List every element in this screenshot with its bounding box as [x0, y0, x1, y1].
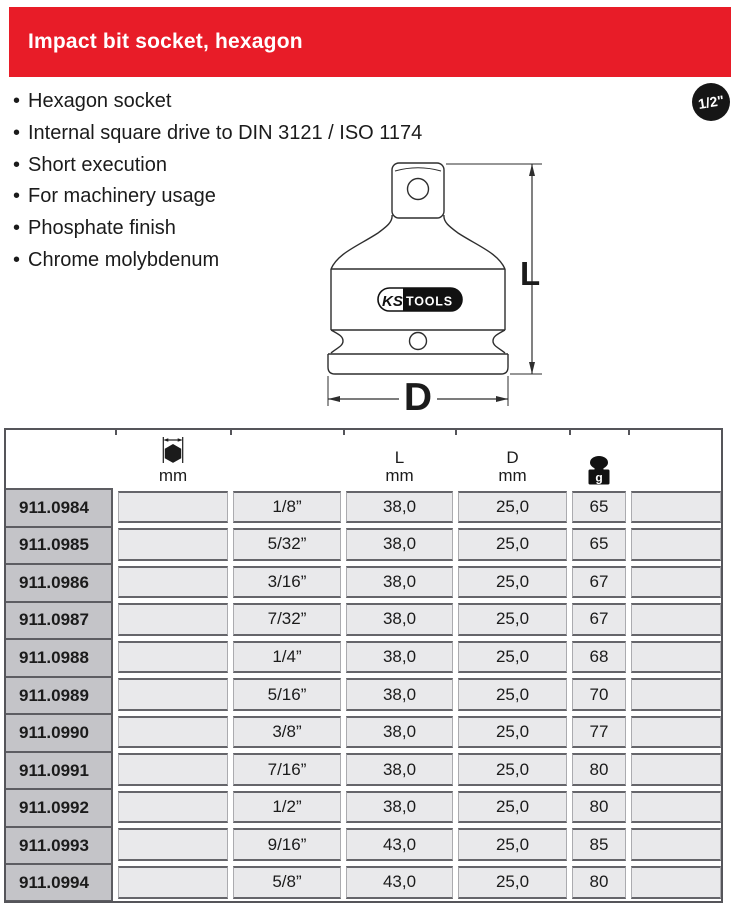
hex-unit-label: mm: [158, 466, 188, 485]
inch-size-cell: 1/2”: [233, 791, 341, 824]
weight-unit-label: g: [595, 470, 603, 485]
diameter-cell: 25,0: [458, 641, 567, 674]
length-cell: 43,0: [346, 866, 453, 899]
length-cell: 38,0: [346, 566, 453, 599]
extra-cell: [631, 828, 721, 861]
weight-cell: 80: [572, 753, 626, 786]
col-hex-size-header: [118, 430, 228, 488]
part-number-cell: 911.0993: [6, 826, 113, 864]
drive-size-badge-label: 1/2": [696, 92, 726, 112]
inch-size-cell: 9/16”: [233, 828, 341, 861]
diameter-cell: 25,0: [458, 866, 567, 899]
extra-cell: [631, 678, 721, 711]
hex-size-cell: [118, 716, 228, 749]
length-cell: 38,0: [346, 603, 453, 636]
length-cell: 38,0: [346, 753, 453, 786]
inch-size-cell: 3/16”: [233, 566, 341, 599]
inch-size-cell: 1/4”: [233, 641, 341, 674]
logo-ks-text: KS: [382, 293, 403, 310]
inch-size-cell: 5/8”: [233, 866, 341, 899]
table-row: [6, 863, 721, 901]
inch-size-cell: 1/8”: [233, 491, 341, 524]
diameter-cell: 25,0: [458, 678, 567, 711]
feature-item: • For machinery usage: [13, 181, 422, 213]
feature-item: • Hexagon socket: [13, 86, 422, 118]
col-diameter-header: [458, 430, 567, 488]
part-number-cell: 911.0987: [6, 601, 113, 639]
col-length-header: [346, 430, 453, 488]
extra-cell: [631, 791, 721, 824]
diameter-cell: 25,0: [458, 528, 567, 561]
arrowhead: [496, 396, 508, 402]
hex-size-cell: [118, 641, 228, 674]
table-row: [6, 488, 721, 526]
part-number-cell: 911.0985: [6, 526, 113, 564]
table-row: [6, 751, 721, 789]
extra-cell: [631, 603, 721, 636]
arrowhead: [328, 396, 340, 402]
technical-drawing: [298, 148, 560, 414]
table-row: [6, 826, 721, 864]
inch-size-cell: 7/16”: [233, 753, 341, 786]
tang-pin-hole: [408, 179, 429, 200]
diameter-unit-label: mm: [498, 466, 527, 485]
length-cell: 38,0: [346, 716, 453, 749]
hexagon-across-flats-icon: [160, 436, 186, 467]
retaining-pin-hole: [410, 333, 427, 350]
table-row: [6, 713, 721, 751]
feature-item: • Short execution: [13, 150, 422, 182]
extra-cell: [631, 491, 721, 524]
inch-size-cell: 5/16”: [233, 678, 341, 711]
arrowhead: [529, 362, 535, 374]
diameter-cell: 25,0: [458, 716, 567, 749]
table-row: [6, 601, 721, 639]
hex-size-cell: [118, 791, 228, 824]
feature-item: • Internal square drive to DIN 3121 / ISO 1174: [13, 118, 422, 150]
weight-cell: 80: [572, 791, 626, 824]
inch-size-cell: 5/32”: [233, 528, 341, 561]
weight-cell: 67: [572, 566, 626, 599]
dimension-label-L: L: [520, 255, 541, 292]
weight-icon: [585, 455, 613, 485]
diameter-cell: 25,0: [458, 828, 567, 861]
ks-tools-logo: [378, 288, 462, 311]
col-weight-header: [572, 430, 626, 488]
weight-cell: 85: [572, 828, 626, 861]
weight-cell: 65: [572, 491, 626, 524]
hex-size-cell: [118, 491, 228, 524]
diameter-cell: 25,0: [458, 603, 567, 636]
part-number-cell: 911.0986: [6, 563, 113, 601]
hex-size-cell: [118, 866, 228, 899]
extra-cell: [631, 716, 721, 749]
part-number-cell: 911.0992: [6, 788, 113, 826]
length-cell: 43,0: [346, 828, 453, 861]
extra-cell: [631, 641, 721, 674]
hex-size-cell: [118, 753, 228, 786]
weight-cell: 67: [572, 603, 626, 636]
weight-cell: 70: [572, 678, 626, 711]
part-number-cell: 911.0994: [6, 863, 113, 901]
table-row: [6, 788, 721, 826]
length-cell: 38,0: [346, 678, 453, 711]
drive-tang-outline: [392, 163, 444, 218]
table-row: [6, 526, 721, 564]
weight-cell: 65: [572, 528, 626, 561]
part-number-cell: 911.0991: [6, 751, 113, 789]
diameter-cell: 25,0: [458, 753, 567, 786]
hex-size-cell: [118, 528, 228, 561]
hex-size-cell: [118, 828, 228, 861]
dimension-label-D: D: [403, 376, 433, 414]
extra-cell: [631, 753, 721, 786]
logo-tools-text: TOOLS: [406, 294, 453, 309]
weight-cell: 68: [572, 641, 626, 674]
weight-cell: 77: [572, 716, 626, 749]
length-cell: 38,0: [346, 791, 453, 824]
hex-size-cell: [118, 603, 228, 636]
diameter-label: D: [506, 448, 519, 467]
table-body: [6, 488, 721, 901]
col-extra-header: [631, 430, 721, 488]
part-number-cell: 911.0989: [6, 676, 113, 714]
weight-cell: 80: [572, 866, 626, 899]
extra-cell: [631, 866, 721, 899]
title-bar: [9, 7, 731, 77]
feature-item: • Phosphate finish: [13, 213, 422, 245]
arrowhead: [529, 164, 535, 176]
table-row: [6, 676, 721, 714]
length-cell: 38,0: [346, 528, 453, 561]
col-inch-size-header: [233, 430, 341, 488]
page-title: Impact bit socket, hexagon: [28, 30, 303, 53]
table-header-row: [6, 430, 721, 488]
hex-size-cell: [118, 678, 228, 711]
length-cell: 38,0: [346, 491, 453, 524]
length-cell: 38,0: [346, 641, 453, 674]
part-number-cell: 911.0984: [6, 488, 113, 526]
inch-size-cell: 3/8”: [233, 716, 341, 749]
length-unit-label: mm: [385, 466, 414, 485]
feature-item: • Chrome molybdenum: [13, 245, 422, 277]
hex-size-cell: [118, 566, 228, 599]
diameter-cell: 25,0: [458, 566, 567, 599]
extra-cell: [631, 566, 721, 599]
spec-table: [4, 428, 723, 903]
inch-size-cell: 7/32”: [233, 603, 341, 636]
table-row: [6, 563, 721, 601]
part-number-cell: 911.0990: [6, 713, 113, 751]
table-row: [6, 638, 721, 676]
socket-drawing: [298, 148, 560, 414]
diameter-cell: 25,0: [458, 491, 567, 524]
extra-cell: [631, 528, 721, 561]
part-number-cell: 911.0988: [6, 638, 113, 676]
drive-size-badge: [692, 83, 730, 121]
diameter-cell: 25,0: [458, 791, 567, 824]
col-part-header: [6, 430, 113, 488]
length-label: L: [394, 448, 405, 467]
